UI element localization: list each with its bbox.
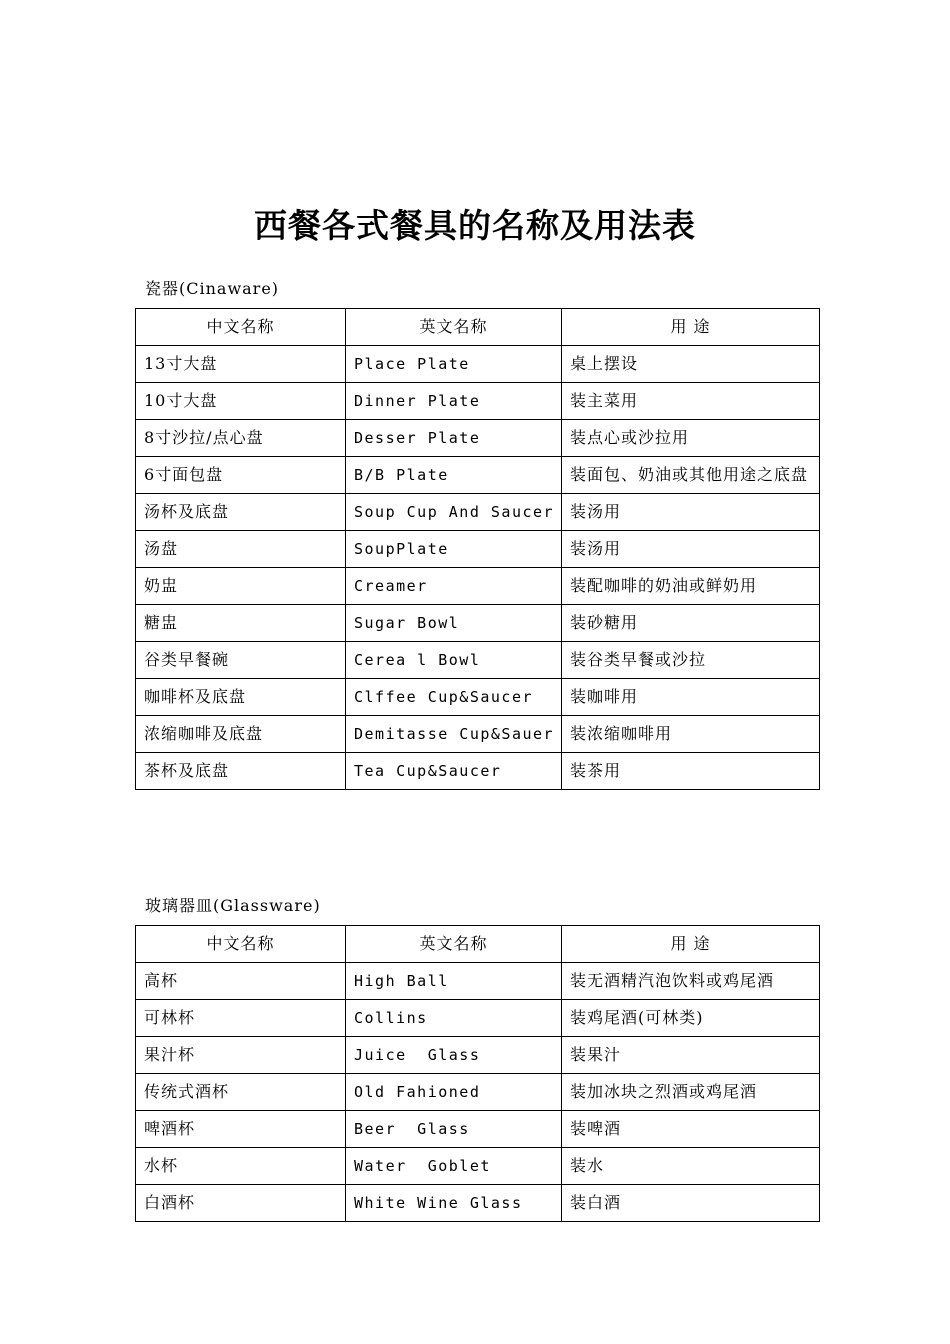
section-heading-porcelain: 瓷器(Cinaware) xyxy=(145,279,280,298)
cell-chinese-name: 果汁杯 xyxy=(136,1037,346,1074)
cell-chinese-name: 传统式酒杯 xyxy=(136,1074,346,1111)
table-row xyxy=(136,963,820,1000)
cell-usage: 装茶用 xyxy=(562,753,820,790)
table-row xyxy=(136,494,820,531)
table-row xyxy=(136,605,820,642)
cell-english-name: Soup Cup And Saucer xyxy=(346,494,562,531)
table-row xyxy=(136,420,820,457)
cell-usage: 装水 xyxy=(562,1148,820,1185)
table-header-row xyxy=(136,926,820,963)
table-row xyxy=(136,1148,820,1185)
table-row xyxy=(136,642,820,679)
cell-chinese-name: 水杯 xyxy=(136,1148,346,1185)
column-header-usage: 用 途 xyxy=(562,926,820,963)
cell-usage: 装加冰块之烈酒或鸡尾酒 xyxy=(562,1074,820,1111)
cell-usage: 装浓缩咖啡用 xyxy=(562,716,820,753)
table-row xyxy=(136,716,820,753)
column-header-usage: 用 途 xyxy=(562,309,820,346)
cell-chinese-name: 奶盅 xyxy=(136,568,346,605)
cell-chinese-name: 浓缩咖啡及底盘 xyxy=(136,716,346,753)
table-row xyxy=(136,457,820,494)
cell-english-name: White Wine Glass xyxy=(346,1185,562,1222)
cell-usage: 装配咖啡的奶油或鲜奶用 xyxy=(562,568,820,605)
cell-chinese-name: 10寸大盘 xyxy=(136,383,346,420)
cell-chinese-name: 高杯 xyxy=(136,963,346,1000)
cell-english-name: Beer Glass xyxy=(346,1111,562,1148)
table-header-row xyxy=(136,309,820,346)
cell-usage: 装谷类早餐或沙拉 xyxy=(562,642,820,679)
cell-usage: 装白酒 xyxy=(562,1185,820,1222)
cell-usage: 桌上摆设 xyxy=(562,346,820,383)
cell-usage: 装砂糖用 xyxy=(562,605,820,642)
table-row xyxy=(136,1074,820,1111)
porcelain-table xyxy=(135,308,820,790)
table-row xyxy=(136,346,820,383)
cell-usage: 装主菜用 xyxy=(562,383,820,420)
table-row xyxy=(136,753,820,790)
table-row xyxy=(136,1185,820,1222)
cell-chinese-name: 13寸大盘 xyxy=(136,346,346,383)
cell-english-name: Place Plate xyxy=(346,346,562,383)
cell-english-name: Juice Glass xyxy=(346,1037,562,1074)
column-header-english-name: 英文名称 xyxy=(346,309,562,346)
glassware-table xyxy=(135,925,820,1222)
cell-usage: 装汤用 xyxy=(562,494,820,531)
cell-chinese-name: 8寸沙拉/点心盘 xyxy=(136,420,346,457)
cell-chinese-name: 可林杯 xyxy=(136,1000,346,1037)
cell-usage: 装啤酒 xyxy=(562,1111,820,1148)
cell-english-name: Cerea l Bowl xyxy=(346,642,562,679)
cell-chinese-name: 白酒杯 xyxy=(136,1185,346,1222)
cell-english-name: Demitasse Cup&Sauer xyxy=(346,716,562,753)
cell-english-name: Desser Plate xyxy=(346,420,562,457)
cell-chinese-name: 6寸面包盘 xyxy=(136,457,346,494)
table-row xyxy=(136,1037,820,1074)
cell-english-name: Collins xyxy=(346,1000,562,1037)
column-header-chinese-name: 中文名称 xyxy=(136,309,346,346)
cell-english-name: B/B Plate xyxy=(346,457,562,494)
cell-chinese-name: 咖啡杯及底盘 xyxy=(136,679,346,716)
table-row xyxy=(136,1000,820,1037)
section-heading-glassware: 玻璃器皿(Glassware) xyxy=(145,896,321,915)
cell-chinese-name: 汤杯及底盘 xyxy=(136,494,346,531)
cell-usage: 装鸡尾酒(可林类) xyxy=(562,1000,820,1037)
column-header-chinese-name: 中文名称 xyxy=(136,926,346,963)
cell-english-name: SoupPlate xyxy=(346,531,562,568)
cell-usage: 装点心或沙拉用 xyxy=(562,420,820,457)
cell-usage: 装面包、奶油或其他用途之底盘 xyxy=(562,457,820,494)
cell-english-name: High Ball xyxy=(346,963,562,1000)
cell-usage: 装无酒精汽泡饮料或鸡尾酒 xyxy=(562,963,820,1000)
cell-english-name: Clffee Cup&Saucer xyxy=(346,679,562,716)
table-row xyxy=(136,568,820,605)
table-row xyxy=(136,1111,820,1148)
cell-usage: 装咖啡用 xyxy=(562,679,820,716)
page-title: 西餐各式餐具的名称及用法表 xyxy=(254,206,696,246)
column-header-english-name: 英文名称 xyxy=(346,926,562,963)
cell-chinese-name: 啤酒杯 xyxy=(136,1111,346,1148)
cell-english-name: Old Fahioned xyxy=(346,1074,562,1111)
cell-chinese-name: 茶杯及底盘 xyxy=(136,753,346,790)
table-row xyxy=(136,679,820,716)
cell-english-name: Water Goblet xyxy=(346,1148,562,1185)
cell-english-name: Creamer xyxy=(346,568,562,605)
cell-english-name: Dinner Plate xyxy=(346,383,562,420)
cell-chinese-name: 汤盘 xyxy=(136,531,346,568)
cell-chinese-name: 谷类早餐碗 xyxy=(136,642,346,679)
cell-chinese-name: 糖盅 xyxy=(136,605,346,642)
cell-english-name: Sugar Bowl xyxy=(346,605,562,642)
cell-usage: 装汤用 xyxy=(562,531,820,568)
cell-english-name: Tea Cup&Saucer xyxy=(346,753,562,790)
table-row xyxy=(136,531,820,568)
table-row xyxy=(136,383,820,420)
cell-usage: 装果汁 xyxy=(562,1037,820,1074)
